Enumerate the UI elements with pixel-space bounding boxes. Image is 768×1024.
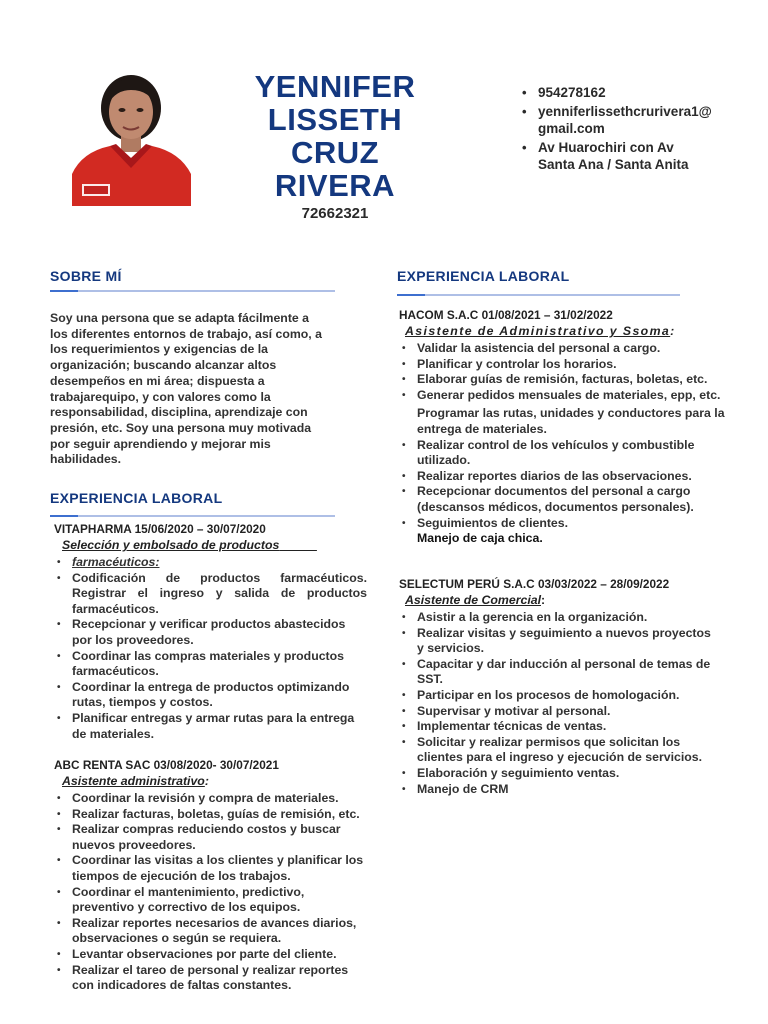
section-divider [397, 294, 680, 296]
list-item: • Seguimientos de clientes. [399, 516, 729, 532]
job-header: SELECTUM PERÚ S.A.C 03/03/2022 – 28/09/2022 [399, 577, 670, 591]
list-item: • Realizar el tareo de personal y realizar reportes con indicadores de faltas constantes. [54, 963, 367, 994]
list-item: • Generar pedidos mensuales de materiales, epp, etc. [399, 388, 729, 404]
list-item: • Realizar reportes necesarios de avances diarios, observaciones o según se requiera. [54, 916, 367, 947]
list-item: • Levantar observaciones por parte del cliente. [54, 947, 367, 963]
list-item: Programar las rutas, unidades y conductores para la entrega de materiales. [417, 406, 725, 436]
job-role-text: Selección y embolsado de productos [62, 538, 280, 552]
job-header: ABC RENTA SAC 03/08/2020- 30/07/2021 [54, 758, 279, 772]
about-text: Soy una persona que se adapta fácilmente a los diferentes entornos de trabajo, así como, a los requerimientos y exigencias de la organización; buscando alcanzar altos desempeños en mi área; dispuesta a trabajarequipo, y con valores como la responsabilidad, disciplina, aprendizaje con presión, etc. Soy una persona muy motivada por seguir aprendiendo y mejorar mis habilidades. [50, 311, 322, 467]
list-item: • Implementar técnicas de ventas. [399, 719, 719, 735]
job-bullets [399, 341, 729, 547]
job-bullets [54, 791, 367, 994]
section-divider [50, 290, 335, 292]
job-role-text: Asistente de Comercial [405, 593, 541, 607]
list-item: • Realizar compras reduciendo costos y buscar nuevos proveedores. [54, 822, 367, 853]
document-id: 72662321 [301, 205, 369, 222]
list-item: • Recepcionar documentos del personal a cargo (descansos médicos, documentos personales). [399, 484, 729, 515]
list-item: • farmacéuticos: [54, 555, 367, 571]
list-item: • Coordinar la entrega de productos optimizando rutas, tiempos y costos. [54, 680, 367, 711]
job-bullets [399, 610, 719, 797]
job-role [62, 538, 317, 552]
list-item: • Validar la asistencia del personal a cargo. [399, 341, 729, 357]
job-role: Asistente de Comercial: [405, 593, 546, 607]
list-item: • Realizar visitas y seguimiento a nuevos proyectos y servicios. [399, 626, 719, 657]
profile-photo [72, 68, 191, 206]
list-item: • Coordinar las visitas a los clientes y planificar los tiempos de ejecución de los trabajos. [54, 853, 367, 884]
job-role-text: Asistente de Administrativo y Ssoma [405, 324, 671, 338]
contact-email: • yenniferlissethcrurivera1@ gmail.com [520, 103, 710, 137]
list-item: • Elaborar guías de remisión, facturas, boletas, etc. [399, 372, 729, 388]
job-bullets [54, 555, 367, 742]
list-item: • Coordinar la revisión y compra de materiales. [54, 791, 367, 807]
name-line: LISSETH [267, 102, 403, 137]
list-item: • Planificar y controlar los horarios. [399, 357, 729, 373]
experience-title: EXPERIENCIA LABORAL [50, 490, 223, 506]
contact-phone: • 954278162 [520, 84, 710, 101]
section-divider [50, 515, 335, 517]
list-item: • Realizar reportes diarios de las observaciones. [399, 469, 729, 485]
list-item: • Planificar entregas y armar rutas para la entrega de materiales. [54, 711, 367, 742]
contact-address: • Av Huarochiri con Av Santa Ana / Santa Anita [520, 139, 710, 173]
job-role-text: Asistente administrativo [62, 774, 205, 788]
job-role: Asistente administrativo: [62, 774, 209, 788]
job-header: VITAPHARMA 15/06/2020 – 30/07/2020 [54, 522, 266, 536]
name-line: RIVERA [274, 168, 396, 203]
name-line: YENNIFER [254, 69, 416, 104]
list-item: • Coordinar las compras materiales y productos farmacéuticos. [54, 649, 367, 680]
list-item: Manejo de caja chica. [417, 531, 543, 546]
list-item: • Participar en los procesos de homologación. [399, 688, 719, 704]
list-item: • Supervisar y motivar al personal. [399, 704, 719, 720]
list-item: • Codificación de productos farmacéuticos. Registrar el ingreso y salida de productos farmacéuticos. [54, 571, 367, 618]
full-name [230, 70, 440, 202]
list-item: • Recepcionar y verificar productos abastecidos por los proveedores. [54, 617, 367, 648]
about-title: SOBRE MÍ [50, 268, 122, 284]
job-role: Asistente de Administrativo y Ssoma: [405, 324, 676, 338]
list-item: • Coordinar el mantenimiento, predictivo, preventivo y correctivo de los equipos. [54, 885, 367, 916]
contact-list [520, 84, 710, 175]
experience-title: EXPERIENCIA LABORAL [397, 268, 570, 284]
list-item: • Manejo de CRM [399, 782, 719, 798]
list-item: • Capacitar y dar inducción al personal de temas de SST. [399, 657, 719, 688]
list-item: • Asistir a la gerencia en la organización. [399, 610, 719, 626]
list-item: • Solicitar y realizar permisos que solicitan los clientes para el ingreso y ejecución de servicios. [399, 735, 719, 766]
list-item: • Realizar control de los vehículos y combustible utilizado. [399, 438, 729, 469]
job-header: HACOM S.A.C 01/08/2021 – 31/02/2022 [399, 308, 613, 322]
list-item: • Realizar facturas, boletas, guías de remisión, etc. [54, 807, 367, 823]
name-line: CRUZ [290, 135, 380, 170]
list-item: • Elaboración y seguimiento ventas. [399, 766, 719, 782]
